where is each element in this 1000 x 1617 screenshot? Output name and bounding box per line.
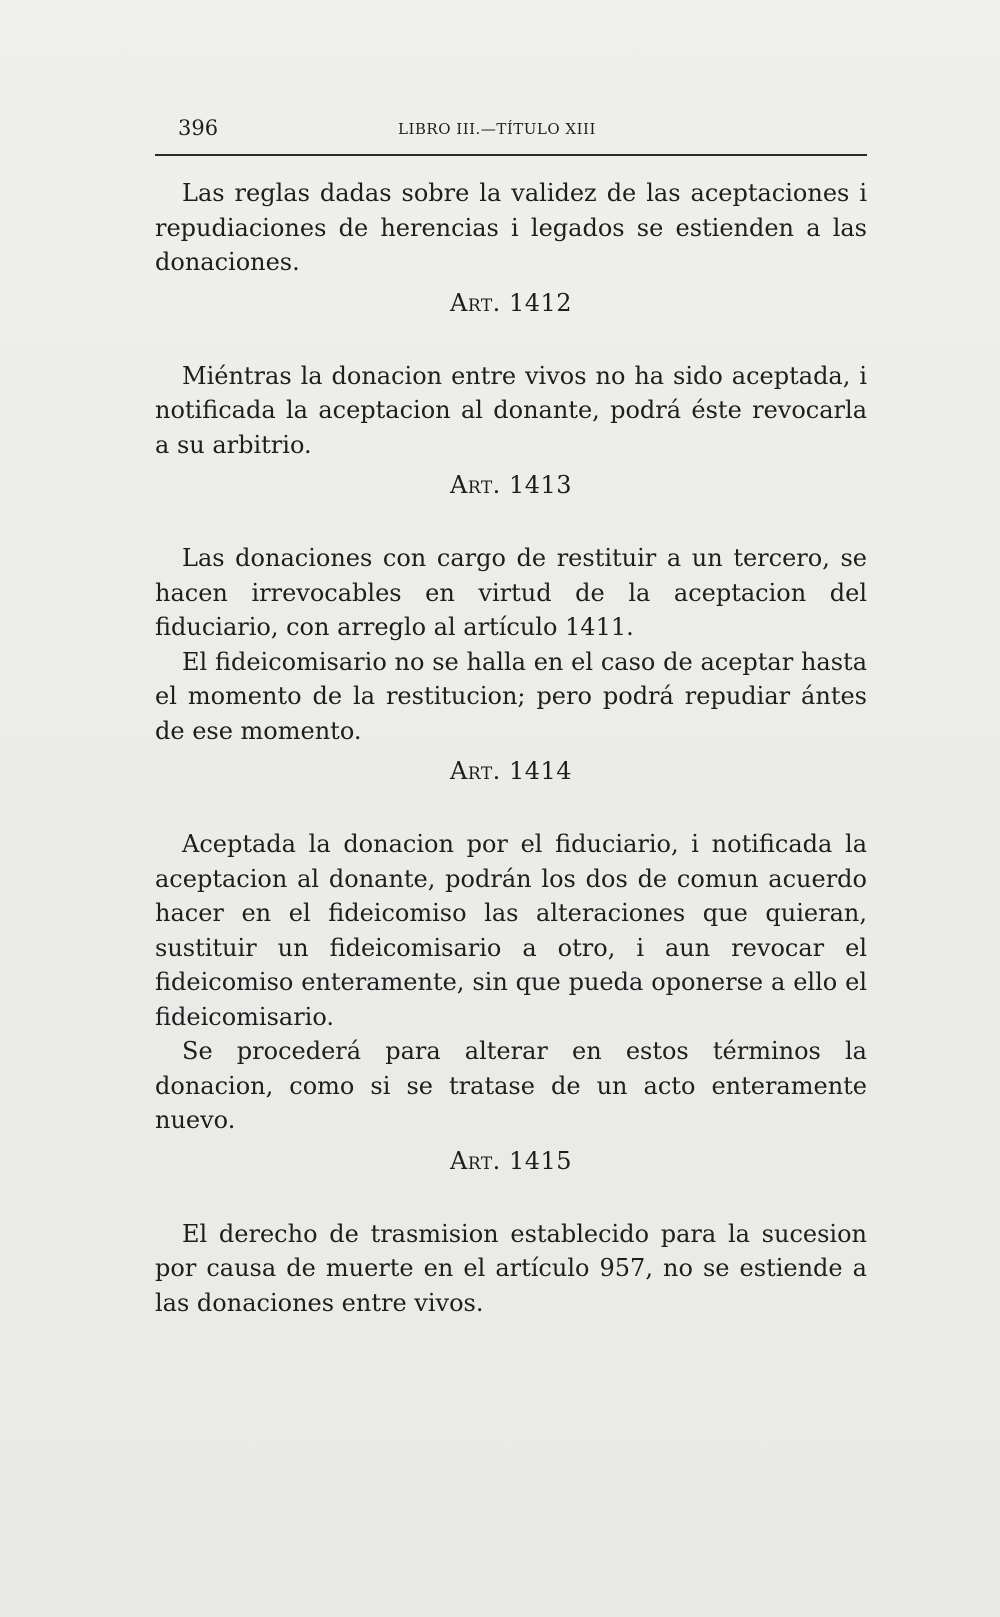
- paragraph: Miéntras la donacion entre vivos no ha sido aceptada, i notificada la aceptacion al donante, podrá éste revocarla a su arbitrio.: [155, 361, 867, 459]
- article-number: 1412: [508, 288, 573, 317]
- page-number: 396: [178, 116, 219, 140]
- article-heading: [155, 757, 867, 785]
- article-label: Art.: [449, 1146, 501, 1175]
- article-label: Art.: [449, 471, 501, 499]
- paragraph: Las donaciones con cargo de restituir a un tercero, se hacen irrevocables en virtud de la aceptacion del fiduciario, con arreglo al artículo 1411.: [155, 544, 867, 641]
- paragraph: El derecho de trasmision establecido para la sucesion por causa de muerte en el artículo 957, no se estiende a las donaciones entre vivos.: [155, 1219, 867, 1317]
- header-rule: [155, 154, 867, 156]
- paragraph: El fideicomisario no se halla en el caso de aceptar hasta el momento de la restitucion; pero podrá repudiar ántes de ese momento.: [155, 647, 867, 745]
- paragraph: Aceptada la donacion por el fiduciario, i notificada la aceptacion al donante, podrán los dos de comun acuerdo hacer en el fideicomiso las alteraciones que quieran, sustituir un fideicomisario a otro, i aun revocar el fideicomiso enteramente, sin que pueda oponerse a ello el fideicomisario.: [155, 830, 867, 1031]
- article-number: 1413: [508, 471, 573, 499]
- article-label: Art.: [449, 288, 501, 317]
- page-body: [155, 176, 867, 1320]
- paragraph: Se procederá para alterar en estos términos la donacion, como si se tratase de un acto enteramente nuevo.: [155, 1037, 867, 1134]
- article-heading: [155, 1147, 867, 1175]
- article-label: Art.: [449, 757, 501, 785]
- article-number: 1414: [508, 757, 573, 785]
- article-number: 1415: [508, 1146, 573, 1175]
- paragraph: Las reglas dadas sobre la validez de las aceptaciones i repudiaciones de herencias i legados se estienden a las donaciones.: [155, 179, 867, 276]
- article-heading: [155, 471, 867, 499]
- page-header: [178, 116, 867, 146]
- running-title: LIBRO III.—TÍTULO XIII: [398, 120, 596, 138]
- article-heading: [155, 289, 867, 317]
